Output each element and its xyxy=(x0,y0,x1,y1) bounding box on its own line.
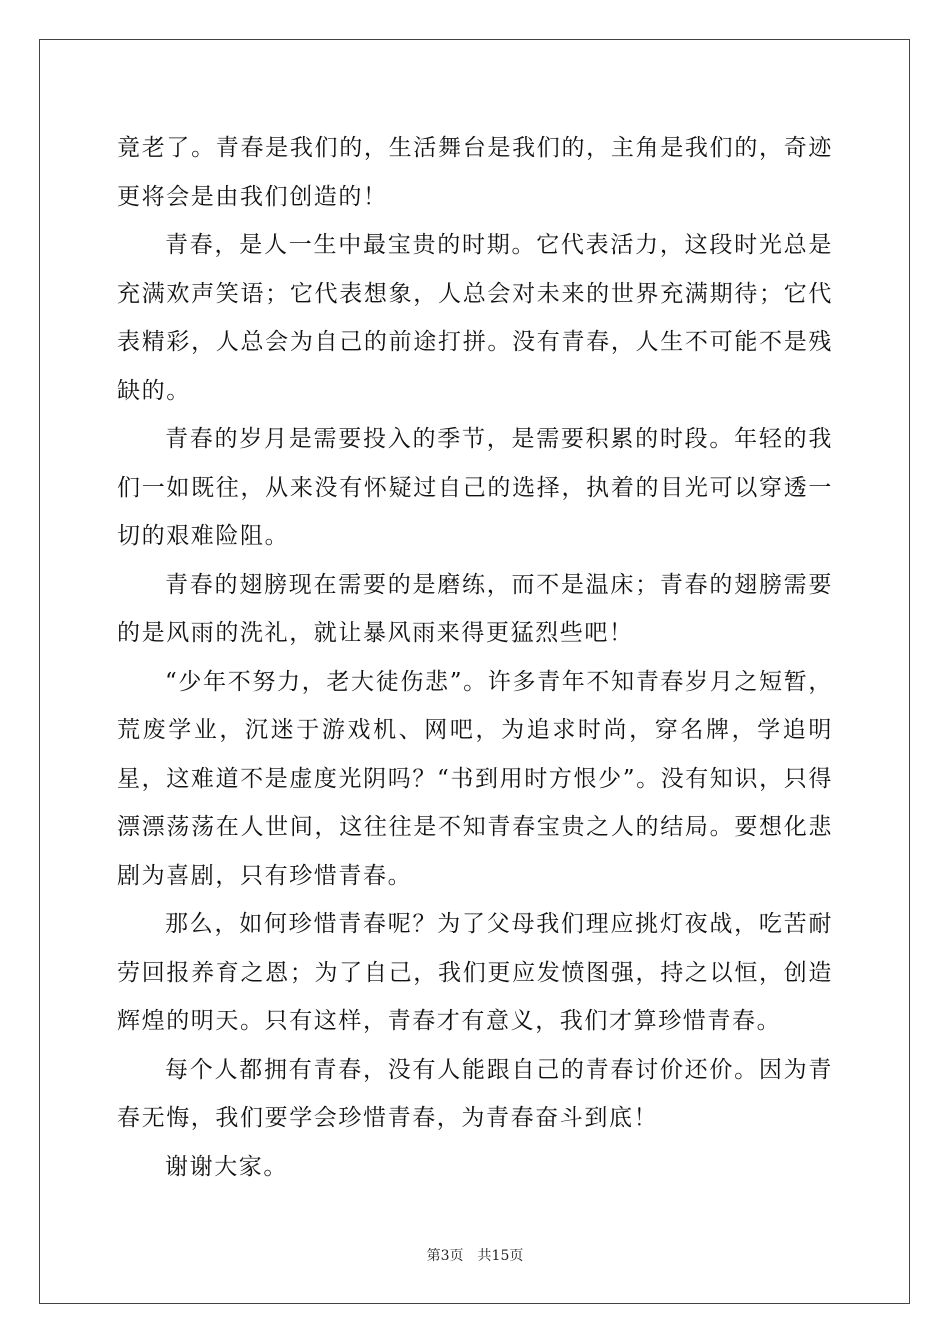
paragraph-6: 那么，如何珍惜青春呢？为了父母我们理应挑灯夜战，吃苦耐劳回报养育之恩；为了自己，我们更应发愤图强，持之以恒，创造辉煌的明天。只有这样，青春才有意义，我们才算珍惜青春。 xyxy=(117,911,833,1034)
page-footer xyxy=(0,1247,950,1265)
paragraph-2: 青春，是人一生中最宝贵的时期。它代表活力，这段时光总是充满欢声笑语；它代表想象，人总会对未来的世界充满期待；它代表精彩，人总会为自己的前途打拼。没有青春，人生不可能不是残缺的。 xyxy=(117,232,833,404)
document-body xyxy=(117,124,833,1191)
paragraph-8: 谢谢大家。 xyxy=(165,1153,288,1180)
paragraph-3: 青春的岁月是需要投入的季节，是需要积累的时段。年轻的我们一如既往，从来没有怀疑过自己的选择，执着的目光可以穿透一切的艰难险阻。 xyxy=(117,426,833,549)
paragraph-4: 青春的翅膀现在需要的是磨练，而不是温床；青春的翅膀需要的是风雨的洗礼，就让暴风雨来得更猛烈些吧！ xyxy=(117,571,833,646)
paragraph-5: “少年不努力，老大徒伤悲”。许多青年不知青春岁月之短暂，荒废学业，沉迷于游戏机、网吧，为追求时尚，穿名牌，学追明星，这难道不是虚度光阴吗？“书到用时方恨少”。没有知识，只得漂漂荡荡在人世间，这往往是不知青春宝贵之人的结局。要想化悲剧为喜剧，只有珍惜青春。 xyxy=(117,668,833,889)
page-number-label: 第3页 共15页 xyxy=(426,1248,524,1264)
paragraph-1: 竟老了。青春是我们的，生活舞台是我们的，主角是我们的，奇迹更将会是由我们创造的！ xyxy=(117,135,833,210)
paragraph-7: 每个人都拥有青春，没有人能跟自己的青春讨价还价。因为青春无悔，我们要学会珍惜青春，为青春奋斗到底！ xyxy=(117,1056,833,1131)
